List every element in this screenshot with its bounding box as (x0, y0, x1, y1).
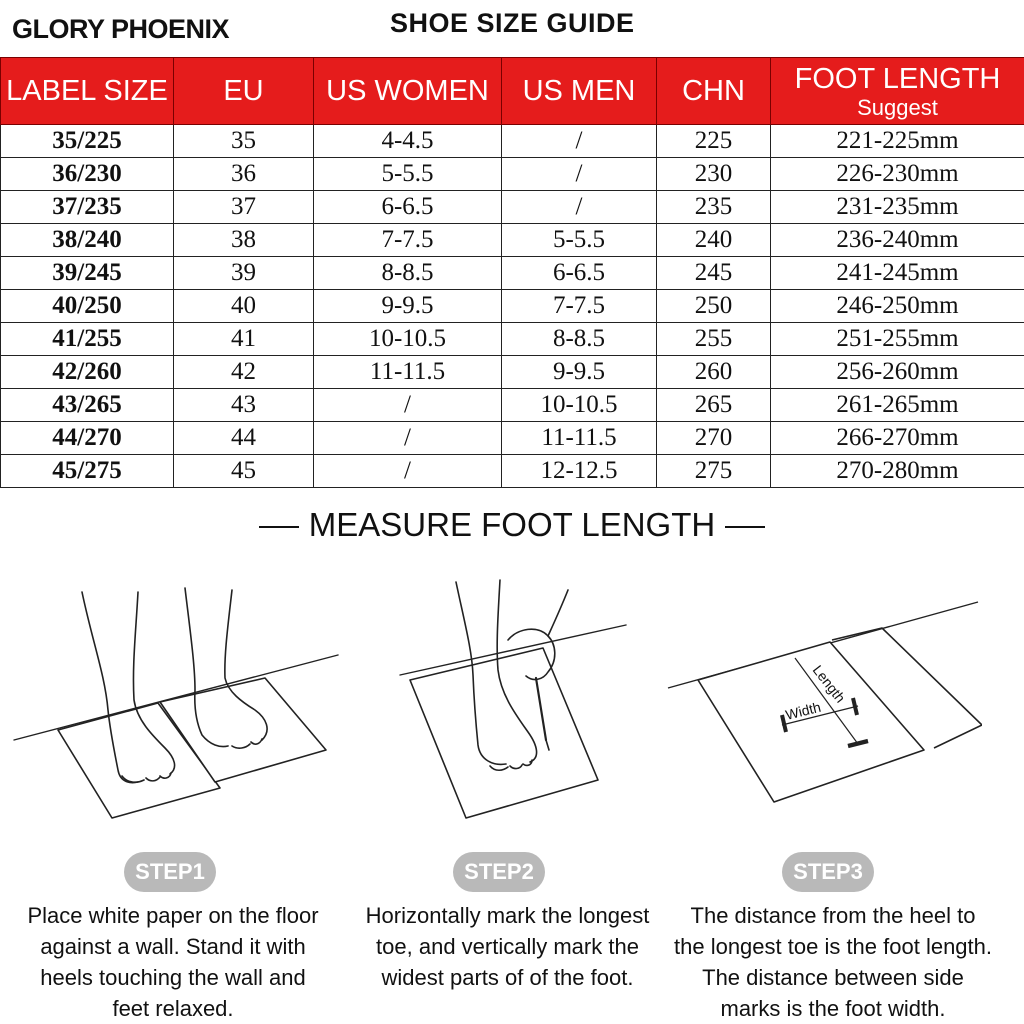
cell-us-women: / (314, 455, 502, 488)
cell-eu: 42 (174, 356, 314, 389)
cell-chn: 270 (657, 422, 771, 455)
cell-chn: 230 (657, 158, 771, 191)
cell-us-women: / (314, 422, 502, 455)
header-eu (174, 58, 314, 125)
header-chn (657, 58, 771, 125)
cell-chn: 265 (657, 389, 771, 422)
cell-label-size: 44/270 (1, 422, 174, 455)
table-body (1, 125, 1024, 488)
cell-label-size: 40/250 (1, 290, 174, 323)
cell-foot-length: 256-260mm (771, 356, 1024, 389)
cell-eu: 39 (174, 257, 314, 290)
step1-instructions: Place white paper on the floor against a wall. Stand it with heels touching the wall and feet relaxed. (27, 903, 319, 1021)
cell-eu: 36 (174, 158, 314, 191)
cell-us-women: 7-7.5 (314, 224, 502, 257)
cell-label-size: 41/255 (1, 323, 174, 356)
cell-eu: 43 (174, 389, 314, 422)
cell-label-size: 39/245 (1, 257, 174, 290)
cell-us-men: 8-8.5 (502, 323, 657, 356)
header-foot-length (771, 58, 1024, 125)
cell-eu: 37 (174, 191, 314, 224)
cell-foot-length: 270-280mm (771, 455, 1024, 488)
cell-chn: 240 (657, 224, 771, 257)
width-label: Width (783, 698, 823, 723)
measure-title-text: MEASURE FOOT LENGTH (308, 506, 716, 543)
cell-foot-length: 261-265mm (771, 389, 1024, 422)
header-label: FOOT LENGTH (794, 63, 1001, 95)
header-sublabel: Suggest (857, 95, 938, 120)
cell-us-men: 5-5.5 (502, 224, 657, 257)
cell-foot-length: 246-250mm (771, 290, 1024, 323)
table-row (1, 356, 1024, 389)
table-row (1, 422, 1024, 455)
table-row (1, 323, 1024, 356)
header-us-women (314, 58, 502, 125)
cell-us-women: 6-6.5 (314, 191, 502, 224)
cell-foot-length: 266-270mm (771, 422, 1024, 455)
cell-us-women: 11-11.5 (314, 356, 502, 389)
cell-eu: 45 (174, 455, 314, 488)
cell-us-men: 6-6.5 (502, 257, 657, 290)
cell-label-size: 43/265 (1, 389, 174, 422)
table-row (1, 125, 1024, 158)
cell-us-men: 10-10.5 (502, 389, 657, 422)
cell-us-men: 7-7.5 (502, 290, 657, 323)
cell-us-women: 4-4.5 (314, 125, 502, 158)
cell-eu: 44 (174, 422, 314, 455)
cell-us-men: 12-12.5 (502, 455, 657, 488)
cell-us-women: 8-8.5 (314, 257, 502, 290)
step2-badge: STEP2 (453, 852, 545, 892)
cell-label-size: 38/240 (1, 224, 174, 257)
cell-us-men: 9-9.5 (502, 356, 657, 389)
header-us-men (502, 58, 657, 125)
header-label: US WOMEN (326, 75, 489, 107)
table-row (1, 257, 1024, 290)
cell-us-men: / (502, 191, 657, 224)
cell-eu: 40 (174, 290, 314, 323)
table-header-row (1, 58, 1024, 125)
table-row (1, 224, 1024, 257)
table-row (1, 191, 1024, 224)
cell-us-women: / (314, 389, 502, 422)
header-label: US MEN (522, 75, 636, 107)
header-label-size (1, 58, 174, 125)
cell-foot-length: 221-225mm (771, 125, 1024, 158)
cell-eu: 35 (174, 125, 314, 158)
cell-us-men: / (502, 125, 657, 158)
cell-eu: 41 (174, 323, 314, 356)
step1-feet-on-paper-illustration (10, 570, 340, 830)
length-label: Length (809, 661, 849, 706)
cell-foot-length: 236-240mm (771, 224, 1024, 257)
table-row (1, 389, 1024, 422)
cell-eu: 38 (174, 224, 314, 257)
cell-chn: 235 (657, 191, 771, 224)
step3-instructions: The distance from the heel to the longest toe is the foot length. The distance between side marks is the foot width. (674, 903, 993, 1021)
step3-measurement-diagram (662, 570, 982, 830)
size-table (0, 57, 1024, 488)
cell-label-size: 35/225 (1, 125, 174, 158)
header-label: LABEL SIZE (6, 75, 168, 107)
cell-foot-length: 241-245mm (771, 257, 1024, 290)
brand-name: GLORY PHOENIX (12, 14, 230, 44)
cell-chn: 245 (657, 257, 771, 290)
cell-label-size: 36/230 (1, 158, 174, 191)
cell-chn: 260 (657, 356, 771, 389)
page-title: SHOE SIZE GUIDE (390, 8, 635, 38)
step2-instructions: Horizontally mark the longest toe, and vertically mark the widest parts of of the foot. (365, 903, 650, 990)
cell-chn: 225 (657, 125, 771, 158)
cell-label-size: 42/260 (1, 356, 174, 389)
step1-badge: STEP1 (124, 852, 216, 892)
measure-section-title (0, 506, 1024, 544)
cell-us-women: 9-9.5 (314, 290, 502, 323)
header-label: EU (223, 75, 264, 107)
cell-us-women: 10-10.5 (314, 323, 502, 356)
cell-chn: 250 (657, 290, 771, 323)
title-dash-left (259, 526, 299, 528)
cell-chn: 275 (657, 455, 771, 488)
table-row (1, 158, 1024, 191)
step2-marking-toe-illustration (398, 570, 628, 830)
cell-us-men: / (502, 158, 657, 191)
cell-label-size: 37/235 (1, 191, 174, 224)
table-row (1, 455, 1024, 488)
cell-us-women: 5-5.5 (314, 158, 502, 191)
cell-foot-length: 231-235mm (771, 191, 1024, 224)
title-dash-right (725, 526, 765, 528)
header-label: CHN (682, 75, 745, 107)
cell-us-men: 11-11.5 (502, 422, 657, 455)
cell-foot-length: 251-255mm (771, 323, 1024, 356)
cell-foot-length: 226-230mm (771, 158, 1024, 191)
table-row (1, 290, 1024, 323)
step3-badge: STEP3 (782, 852, 874, 892)
cell-chn: 255 (657, 323, 771, 356)
cell-label-size: 45/275 (1, 455, 174, 488)
